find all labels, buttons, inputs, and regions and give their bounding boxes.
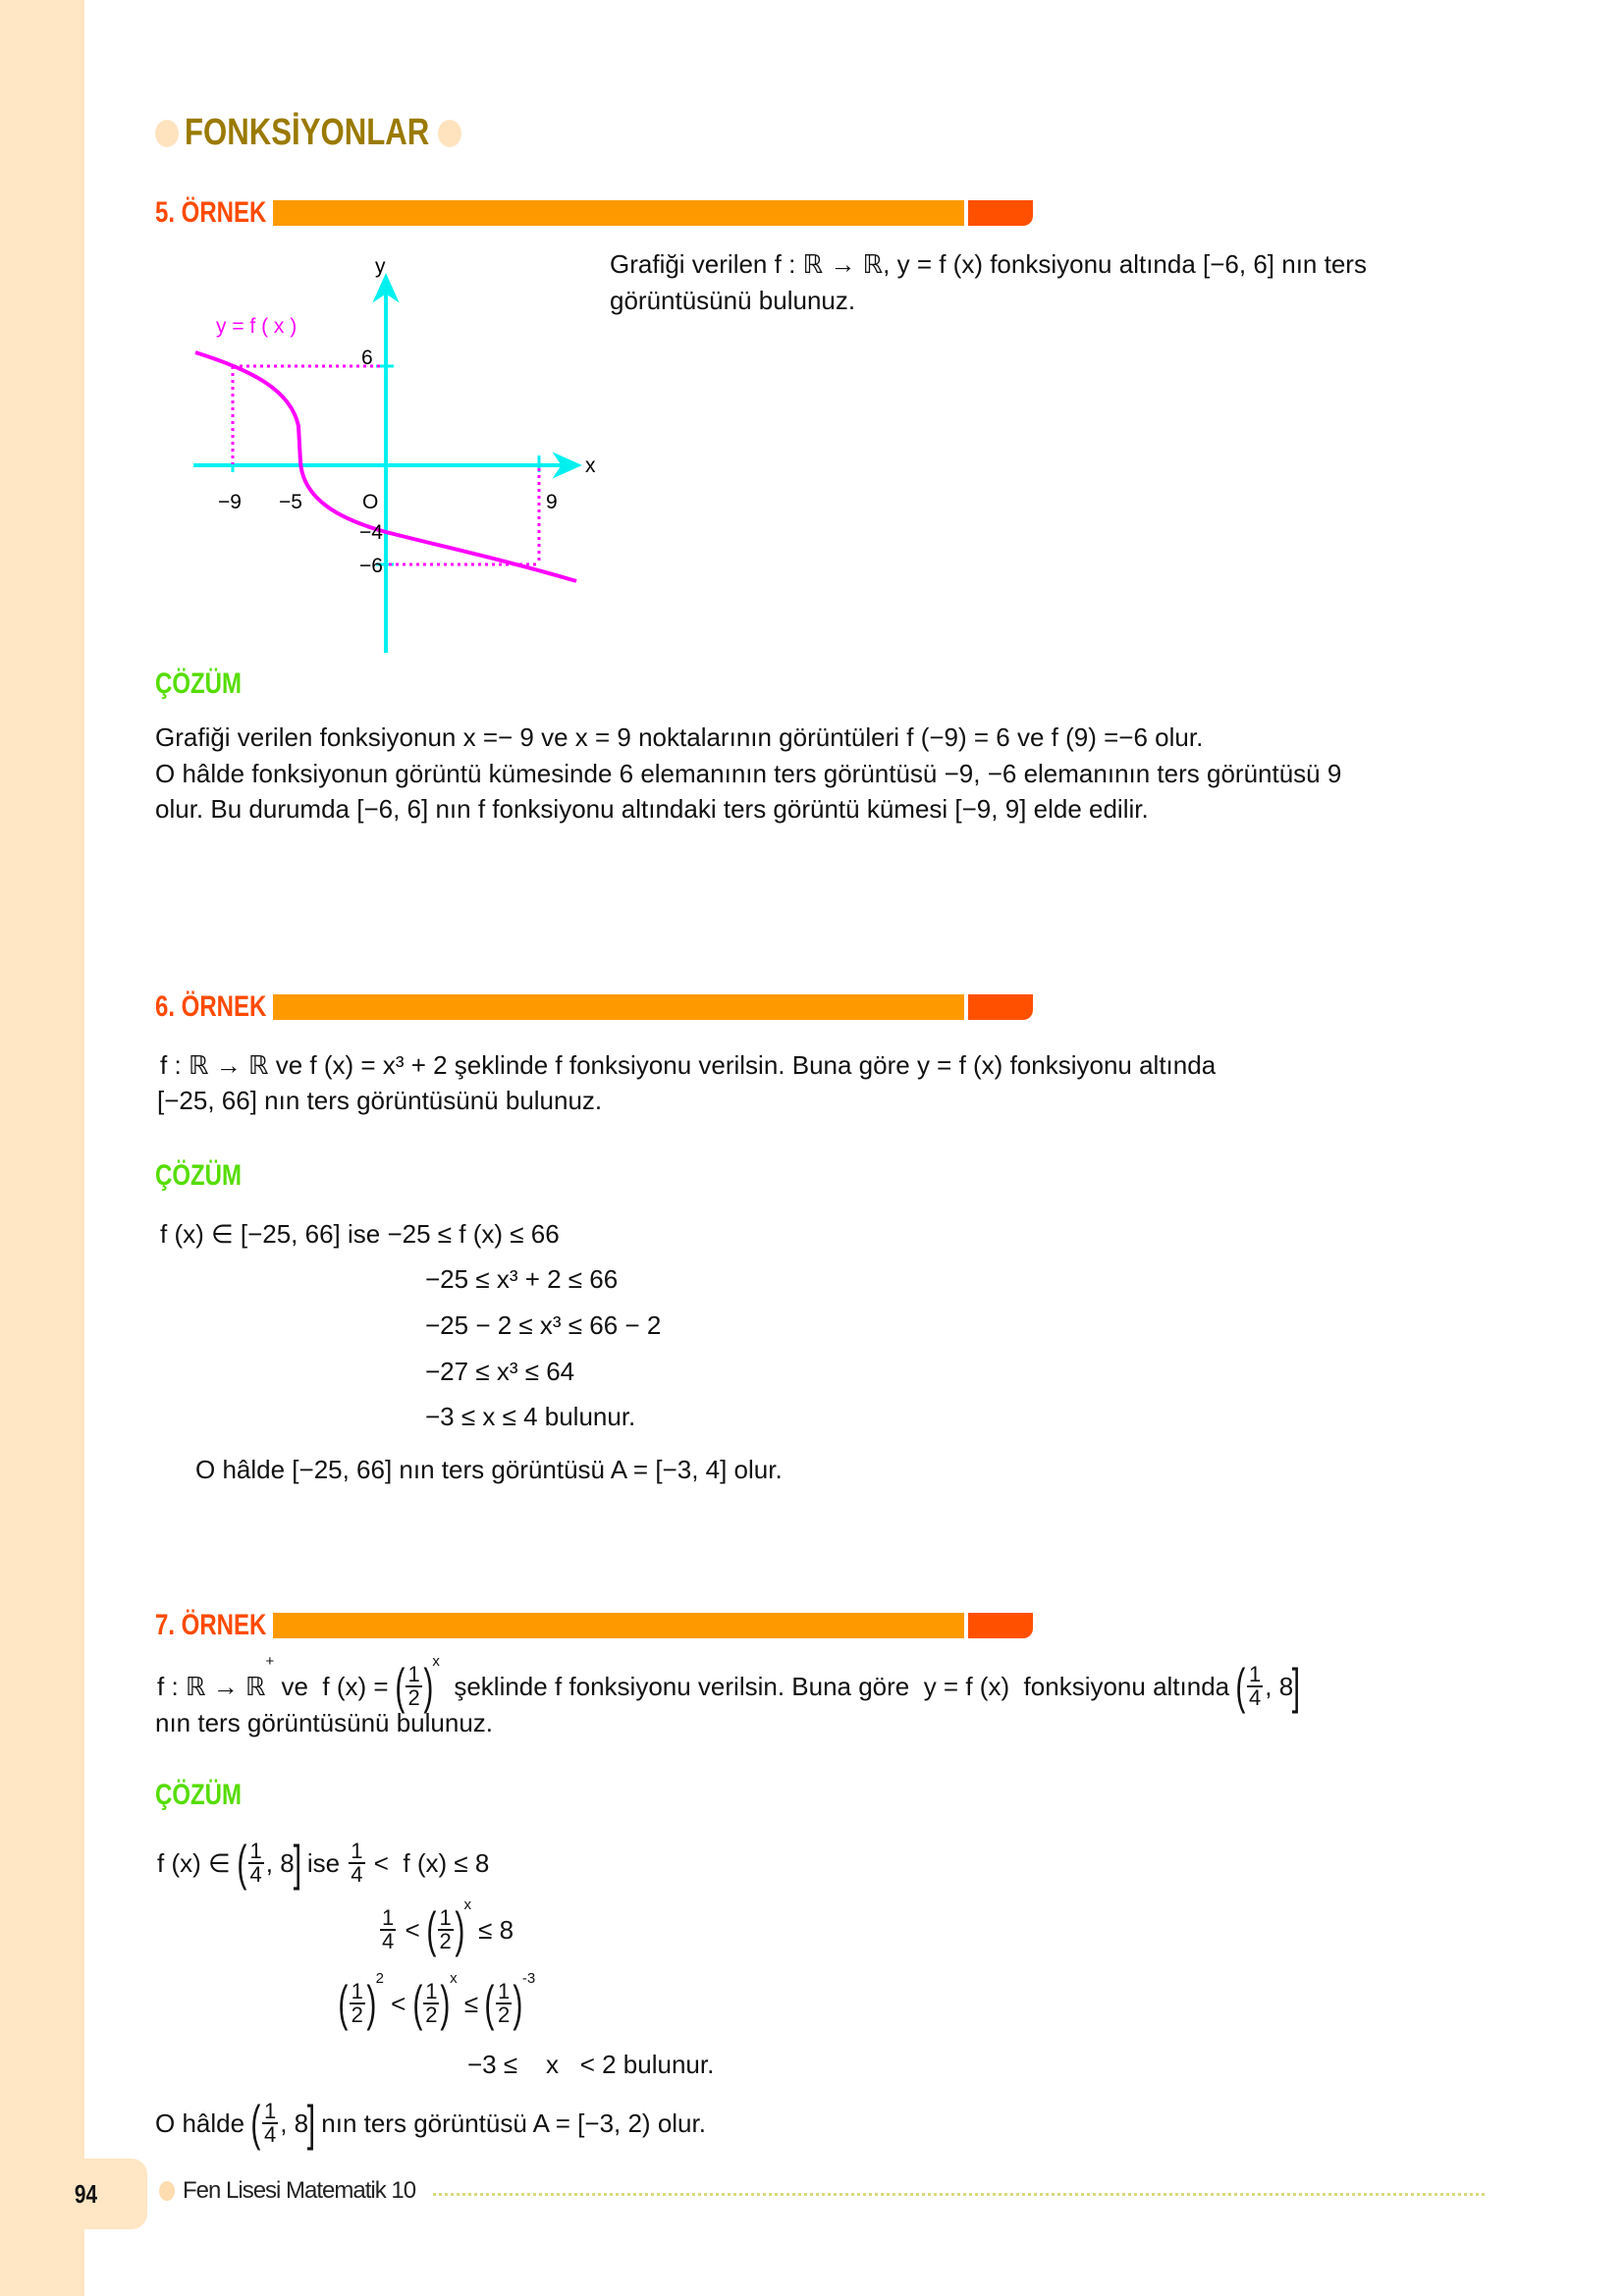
question-text: görüntüsünü bulunuz. xyxy=(610,286,856,315)
header-bar-end xyxy=(968,1613,1033,1638)
header-bar xyxy=(273,200,964,226)
solution-heading: ÇÖZÜM xyxy=(155,1159,242,1192)
bracket: ] xyxy=(1291,1659,1301,1714)
tick-label: −4 xyxy=(359,521,383,544)
math-text: , 8 xyxy=(280,2108,309,2138)
denominator: 4 xyxy=(263,2122,277,2147)
tick-label: 6 xyxy=(361,347,373,369)
bullet-icon xyxy=(438,120,461,147)
solution-heading: ÇÖZÜM xyxy=(155,667,242,700)
question-text: [−25, 66] nın ters görüntüsünü bulunuz. xyxy=(157,1086,603,1115)
header-bar-end xyxy=(968,994,1033,1020)
fraction xyxy=(406,1664,421,1709)
math-text: nın ters görüntüsü A = [−3, 2) olur. xyxy=(314,2108,706,2138)
math-text: ise xyxy=(299,1847,348,1878)
chapter-title xyxy=(155,112,461,154)
header-bar xyxy=(273,994,964,1020)
solution-line xyxy=(378,1896,514,1957)
fraction xyxy=(248,1841,264,1886)
solution-line: O hâlde fonksiyonun görüntü kümesinde 6 elemanının ters görüntüsü −9, −6 elemanının ters görüntüsü 9 xyxy=(155,759,1342,788)
bracket: ( xyxy=(426,1902,437,1957)
page-number: 94 xyxy=(74,2178,97,2209)
denominator: 4 xyxy=(382,1929,395,1953)
tick-label: −6 xyxy=(359,555,383,577)
tick-label: −5 xyxy=(279,491,302,513)
fraction xyxy=(1247,1664,1263,1709)
fraction xyxy=(380,1907,396,1952)
math-text: < f (x) ≤ 8 xyxy=(366,1847,490,1878)
solution-line: −25 − 2 ≤ x³ ≤ 66 − 2 xyxy=(425,1310,662,1340)
question-text xyxy=(157,1653,1301,1714)
fraction xyxy=(423,1981,439,2026)
denominator: 4 xyxy=(351,1862,363,1887)
math-text: ≤ 8 xyxy=(470,1914,514,1945)
footer xyxy=(159,2177,1485,2205)
numerator: 1 xyxy=(1249,1662,1262,1686)
math-text: , 8 xyxy=(265,1847,295,1878)
denominator: 4 xyxy=(1249,1685,1262,1710)
numerator: 1 xyxy=(497,1979,511,2003)
exponent: x xyxy=(432,1653,440,1670)
solution-line xyxy=(338,1970,536,2031)
bracket: ) xyxy=(366,1976,377,2031)
bracket: ( xyxy=(250,2096,261,2151)
bracket: ] xyxy=(293,1836,301,1891)
numerator: 1 xyxy=(351,1839,363,1863)
exponent: x xyxy=(463,1896,471,1913)
exponent: -3 xyxy=(521,1970,536,1987)
solution-line: olur. Bu durumda [−6, 6] nın f fonksiyonu altındaki ters görüntü kümesi [−9, 9] elde edilir. xyxy=(155,794,1149,824)
example-7-header xyxy=(155,1609,1033,1641)
bracket: ] xyxy=(306,2096,316,2151)
solution-line xyxy=(467,2050,714,2080)
solution-line: f (x) ∈ [−25, 66] ise −25 ≤ f (x) ≤ 66 xyxy=(160,1219,560,1249)
example-6-header xyxy=(155,990,1033,1023)
y-axis-label: y xyxy=(375,255,386,278)
solution-line: Grafiği verilen fonksiyonun x =− 9 ve x = 9 noktalarının görüntüleri f (−9) = 6 ve f (9) =−6 olur. xyxy=(155,722,1204,752)
math-text: şeklinde f fonksiyonu verilsin. Buna göre y = f (x) fonksiyonu altında xyxy=(439,1671,1237,1701)
solution-line: −25 ≤ x³ + 2 ≤ 66 xyxy=(425,1264,619,1294)
denominator: 2 xyxy=(439,1929,452,1953)
example-label: 7. ÖRNEK xyxy=(155,1609,267,1641)
book-title: Fen Lisesi Matematik 10 xyxy=(183,2177,416,2204)
example-5-header xyxy=(155,196,1033,229)
bracket: ( xyxy=(484,1976,495,2031)
conclusion-line: O hâlde [−25, 66] nın ters görüntüsü A = [−3, 4] olur. xyxy=(195,1455,783,1484)
numerator: 1 xyxy=(249,1839,262,1863)
numerator: 1 xyxy=(439,1905,452,1930)
numerator: 1 xyxy=(382,1905,395,1930)
denominator: 2 xyxy=(407,1685,420,1710)
math-text: , 8 xyxy=(1265,1671,1294,1701)
header-bar-end xyxy=(968,200,1033,226)
solution-line: −3 ≤ x ≤ 4 bulunur. xyxy=(425,1402,636,1431)
denominator: 2 xyxy=(351,2002,363,2027)
tick-label: 9 xyxy=(546,491,558,513)
origin-label: O xyxy=(362,491,379,513)
solution-line xyxy=(157,1836,489,1891)
tick-label: −9 xyxy=(218,491,242,513)
denominator: 2 xyxy=(497,2002,511,2027)
exponent: + xyxy=(265,1653,275,1670)
bullet-icon xyxy=(159,2181,175,2201)
bracket: ( xyxy=(411,1976,422,2031)
math-text: < xyxy=(383,1988,413,2018)
question-text: f : ℝ → ℝ ve f (x) = x³ + 2 şeklinde f fonksiyonu verilsin. Buna göre y = f (x) fonksiyonu altında xyxy=(160,1050,1217,1080)
conclusion-line xyxy=(155,2096,706,2151)
exponent: x xyxy=(450,1970,458,1987)
denominator: 4 xyxy=(249,1862,262,1887)
numerator: 1 xyxy=(263,2099,277,2123)
page-number-tab xyxy=(0,2159,147,2229)
numerator: 1 xyxy=(351,1979,363,2003)
numerator: 1 xyxy=(425,1979,438,2003)
example-label: 5. ÖRNEK xyxy=(155,196,267,229)
footer-dotted-line xyxy=(433,2193,1485,2196)
solution-heading: ÇÖZÜM xyxy=(155,1779,242,1811)
bracket: ( xyxy=(1235,1659,1246,1714)
question-text: Grafiği verilen f : ℝ → ℝ, y = f (x) fonksiyonu altında [−6, 6] nın ters xyxy=(610,249,1367,279)
page-side-stripe xyxy=(0,0,84,2296)
fraction xyxy=(438,1907,454,1952)
fraction xyxy=(262,2101,278,2146)
exponent: 2 xyxy=(375,1970,384,1987)
bracket: ) xyxy=(440,1976,451,2031)
bracket: ) xyxy=(455,1902,465,1957)
bracket: ( xyxy=(338,1976,349,2031)
solution-line: −27 ≤ x³ ≤ 64 xyxy=(425,1357,575,1386)
math-text: O hâlde xyxy=(155,2108,252,2138)
denominator: 2 xyxy=(425,2002,438,2027)
bracket: ( xyxy=(395,1659,406,1714)
bracket: ) xyxy=(513,1976,523,2031)
chapter-title-text: FONKSİYONLAR xyxy=(185,112,430,153)
math-text: −3 ≤ x < 2 bulunur. xyxy=(467,2050,715,2079)
x-axis-label: x xyxy=(585,454,596,477)
header-bar xyxy=(273,1613,964,1638)
function-graph xyxy=(192,254,600,657)
fraction xyxy=(349,1841,364,1886)
bracket: ) xyxy=(423,1659,434,1714)
bracket: ( xyxy=(237,1836,247,1891)
math-text: ≤ xyxy=(457,1988,486,2018)
fraction xyxy=(496,1981,512,2026)
math-text: < xyxy=(398,1914,427,1945)
bullet-icon xyxy=(155,120,179,147)
curve-label: y = f ( x ) xyxy=(216,315,298,338)
question-text: nın ters görüntüsünü bulunuz. xyxy=(155,1708,494,1737)
math-text: ve f (x) = xyxy=(274,1671,396,1701)
numerator: 1 xyxy=(407,1662,420,1686)
math-text: f : ℝ → ℝ xyxy=(157,1671,266,1701)
fraction xyxy=(350,1981,365,2026)
math-text: f (x) ∈ xyxy=(157,1847,238,1878)
example-label: 6. ÖRNEK xyxy=(155,990,267,1023)
